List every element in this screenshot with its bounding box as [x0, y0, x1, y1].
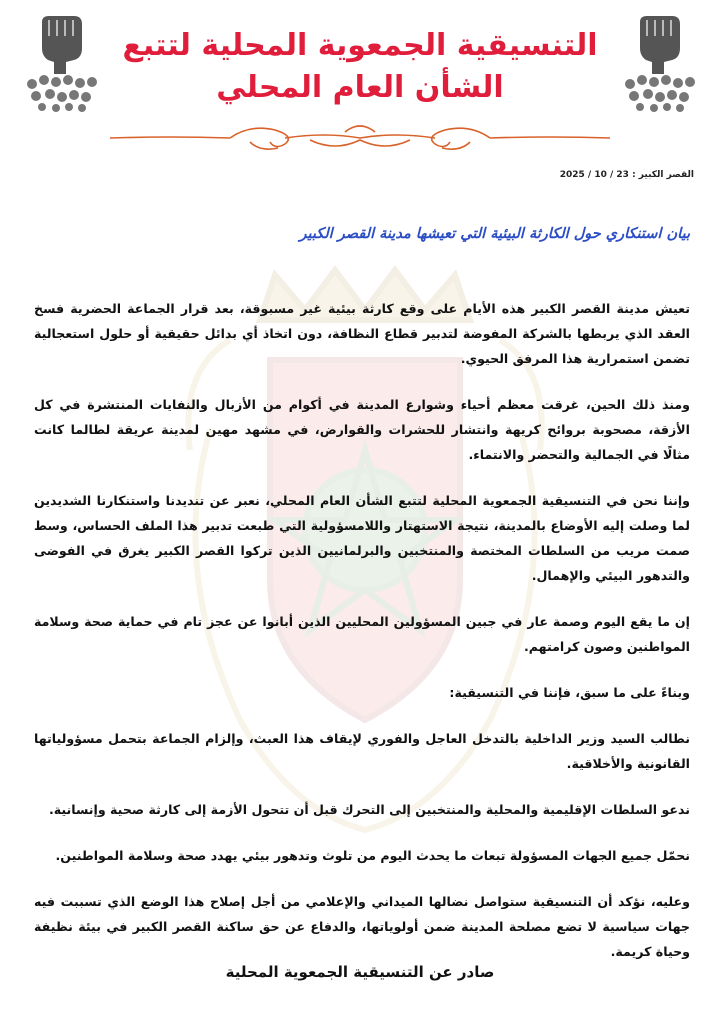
paragraph-preamble: وبناءً على ما سبق، فإننا في التنسيقية: — [449, 685, 690, 700]
header-title-line1: التنسيقية الجمعوية المحلية لتتبع — [122, 28, 598, 63]
raised-fist-crowd-icon — [620, 12, 698, 112]
document-subject: بيان استنكاري حول الكارثة البيئية التي تعيشها مدينة القصر الكبير — [299, 226, 690, 242]
paragraph-responsibility: نحمّل جميع الجهات المسؤولة تبعات ما يحدث اليوم من تلوث وتدهور بيئي يهدد صحة وسلامة المواطنين. — [55, 848, 690, 863]
document-date: القصر الكبير : 23 / 10 / 2025 — [559, 170, 694, 180]
paragraph-situation: ومنذ ذلك الحين، غرقت معظم أحياء وشوارع المدينة في أكوام من الأزبال والنفايات المنتشرة في كل الأزقة، مصحوبة بروائح كريهة وانتشار للحشرات والقوارض، في مشهد مهين لمدينة عريقة لطالما كانت مثالًا في الجمالية والتحضر والانتماء. — [34, 397, 690, 462]
ornamental-divider — [110, 118, 610, 158]
header-title-line2: الشأن العام المحلي — [216, 70, 504, 105]
paragraph-condemnation: وإننا نحن في التنسيقية الجمعوية المحلية لتتبع الشأن العام المحلي، نعبر عن تنديدنا واستنكارنا الشديدين لما وصلت إليه الأوضاع بالمدينة، نتيجة الاستهتار واللامسؤولية التي طبعت تدبير هذا الملف الحساس، وسط صمت مريب من السلطات المختصة والمنتخبين والبرلمانيين الذين تركوا القصر الكبير يغرق في الفوضى والتدهور البيئي والإهمال. — [34, 493, 690, 583]
paragraph-conclusion: وعليه، نؤكد أن التنسيقية ستواصل نضالها الميداني والإعلامي من أجل إصلاح هذا الوضع الذي تسببت فيه جهات سياسية لا تضع مصلحة المدينة ضمن أولوياتها، والدفاع عن حق ساكنة القصر الكبير في بيئة نظيفة وحياة كريمة. — [34, 894, 690, 959]
paragraph-call-authorities: ندعو السلطات الإقليمية والمحلية والمنتخبين إلى التحرك قبل أن تتحول الأزمة إلى كارثة صحية وإنسانية. — [48, 802, 690, 817]
paragraph-demand-minister: نطالب السيد وزير الداخلية بالتدخل العاجل والفوري لإيقاف هذا العبث، وإلزام الجماعة بتحمل مسؤولياتها القانونية والأخلاقية. — [34, 731, 690, 771]
raised-fist-crowd-icon — [22, 12, 100, 112]
document-body — [34, 296, 690, 985]
paragraph-intro: تعيش مدينة القصر الكبير هذه الأيام على وقع كارثة بيئية غير مسبوقة، بعد قرار الجماعة الحضرية فسخ العقد الذي يربطها بالشركة المفوضة لتدبير قطاع النظافة، دون اتخاذ أي بدائل حقيقية أو حلول استعجالية تضمن استمرارية هذا المرفق الحيوي. — [34, 301, 690, 366]
paragraph-shame: إن ما يقع اليوم وصمة عار في جبين المسؤولين المحليين الذين أبانوا عن عجز تام في حماية صحة وسلامة المواطنين وصون كرامتهم. — [34, 614, 690, 654]
signature: صادر عن التنسيقية الجمعوية المحلية — [225, 963, 495, 981]
